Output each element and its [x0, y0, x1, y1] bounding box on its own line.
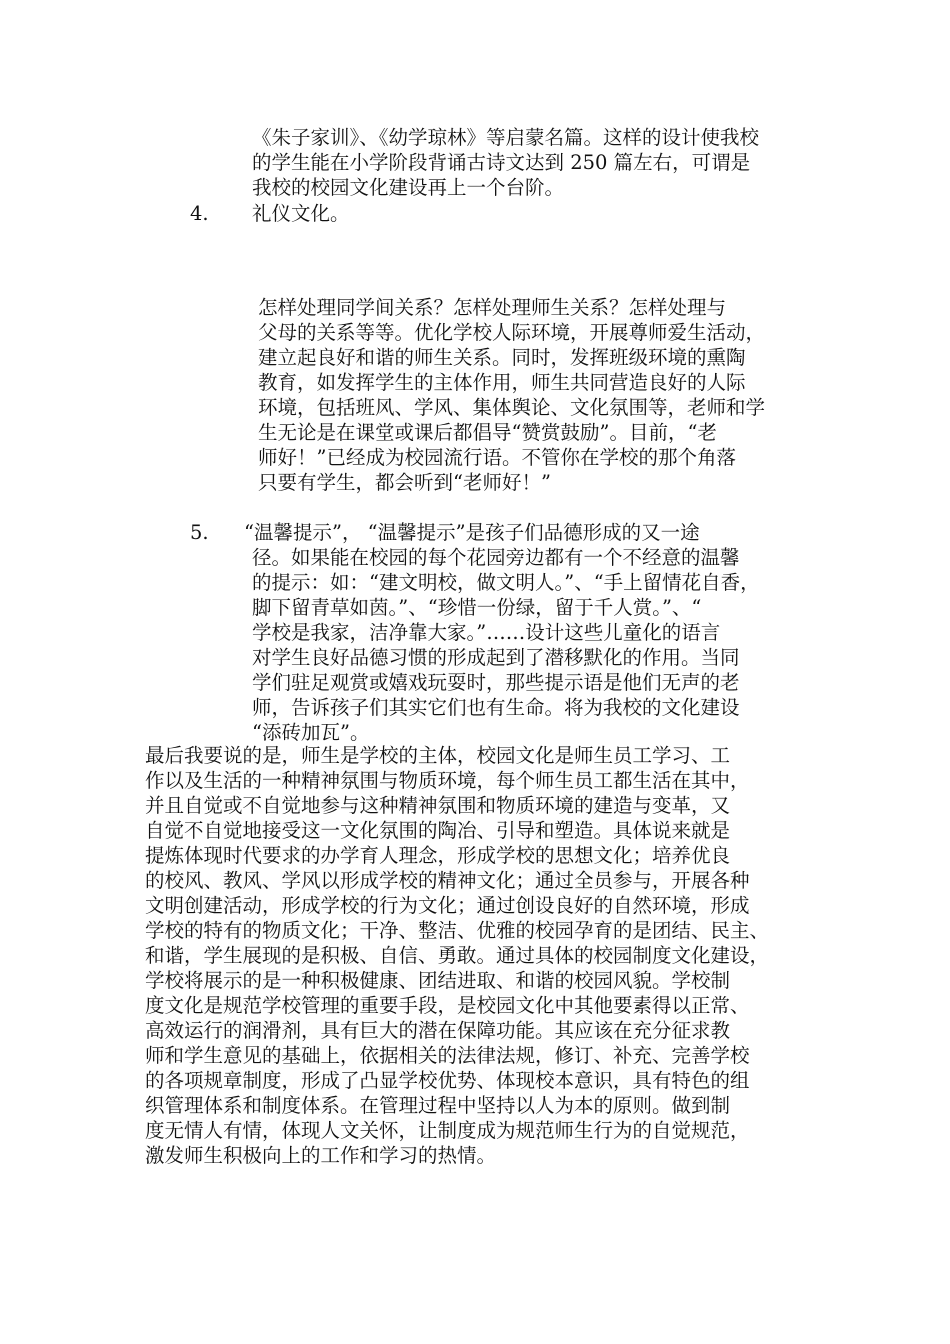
paragraph-line: 径。如果能在校园的每个花园旁边都有一个不经意的温馨 — [252, 546, 740, 569]
paragraph-line: 织管理体系和制度体系。在管理过程中坚持以人为本的原则。做到制 — [145, 1094, 731, 1117]
paragraph-line: 师好！”已经成为校园流行语。不管你在学校的那个角落 — [258, 446, 736, 469]
paragraph-line: 学校是我家，洁净靠大家。”……设计这些儿童化的语言 — [252, 621, 721, 644]
paragraph-line: 的学生能在小学阶段背诵古诗文达到 250 篇左右，可谓是 — [252, 151, 751, 174]
paragraph-line: 的提示：如：“建文明校，做文明人。”、“手上留情花自香， — [252, 571, 760, 594]
paragraph-line: “温馨提示”， “温馨提示”是孩子们品德形成的又一途 — [244, 521, 700, 544]
paragraph-line: 师和学生意见的基础上，依据相关的法律法规，修订、补充、完善学校 — [145, 1044, 750, 1067]
paragraph-line: 父母的关系等等。优化学校人际环境，开展尊师爱生活动， — [258, 321, 766, 344]
paragraph-line: 并且自觉或不自觉地参与这种精神氛围和物质环境的建造与变革，又 — [145, 794, 731, 817]
paragraph-line: 师，告诉孩子们其实它们也有生命。将为我校的文化建设 — [252, 696, 740, 719]
paragraph-line: 和谐，学生展现的是积极、自信、勇敢。通过具体的校园制度文化建设， — [145, 944, 770, 967]
paragraph-line: 建立起良好和谐的师生关系。同时，发挥班级环境的熏陶 — [258, 346, 746, 369]
paragraph-line: 度无情人有情，体现人文关怀，让制度成为规范师生行为的自觉规范， — [145, 1119, 750, 1142]
paragraph-line: 学校的特有的物质文化；干净、整洁、优雅的校园孕育的是团结、民主、 — [145, 919, 770, 942]
paragraph-line: 高效运行的润滑剂，具有巨大的潜在保障功能。其应该在充分征求教 — [145, 1019, 731, 1042]
paragraph-line: 最后我要说的是，师生是学校的主体，校园文化是师生员工学习、工 — [145, 744, 731, 767]
paragraph-line: “添砖加瓦”。 — [252, 721, 370, 744]
paragraph-line: 教育，如发挥学生的主体作用，师生共同营造良好的人际 — [258, 371, 746, 394]
paragraph-line: 对学生良好品德习惯的形成起到了潜移默化的作用。当同 — [252, 646, 740, 669]
paragraph-line: 怎样处理同学间关系？怎样处理师生关系？怎样处理与 — [258, 296, 727, 319]
paragraph-line: 只要有学生，都会听到“老师好！” — [258, 471, 551, 494]
paragraph-line: 生无论是在课堂或课后都倡导“赞赏鼓励”。目前，“老 — [258, 421, 717, 444]
paragraph-line: 作以及生活的一种精神氛围与物质环境，每个师生员工都生活在其中， — [145, 769, 750, 792]
paragraph-line: 学校将展示的是一种积极健康、团结进取、和谐的校园风貌。学校制 — [145, 969, 731, 992]
paragraph-line: 提炼体现时代要求的办学育人理念，形成学校的思想文化；培养优良 — [145, 844, 731, 867]
paragraph-line: 环境，包括班风、学风、集体舆论、文化氛围等，老师和学 — [258, 396, 766, 419]
list-number: 4. — [190, 202, 209, 225]
paragraph-line: 自觉不自觉地接受这一文化氛围的陶冶、引导和塑造。具体说来就是 — [145, 819, 731, 842]
paragraph-line: 《朱子家训》、《幼学琼林》等启蒙名篇。这样的设计使我校 — [252, 126, 760, 149]
paragraph-line: 我校的校园文化建设再上一个台阶。 — [252, 176, 565, 199]
list-item-title: 礼仪文化。 — [252, 202, 350, 225]
paragraph-line: 文明创建活动，形成学校的行为文化；通过创设良好的自然环境，形成 — [145, 894, 750, 917]
paragraph-line: 脚下留青草如茵。”、“珍惜一份绿，留于千人赏。”、“ — [252, 596, 702, 619]
paragraph-line: 的校风、教风、学风以形成学校的精神文化；通过全员参与，开展各种 — [145, 869, 750, 892]
list-number: 5. — [190, 521, 209, 544]
paragraph-line: 激发师生积极向上的工作和学习的热情。 — [145, 1144, 497, 1167]
paragraph-line: 度文化是规范学校管理的重要手段，是校园文化中其他要素得以正常、 — [145, 994, 750, 1017]
paragraph-line: 的各项规章制度，形成了凸显学校优势、体现校本意识，具有特色的组 — [145, 1069, 750, 1092]
paragraph-line: 学们驻足观赏或嬉戏玩耍时，那些提示语是他们无声的老 — [252, 671, 740, 694]
